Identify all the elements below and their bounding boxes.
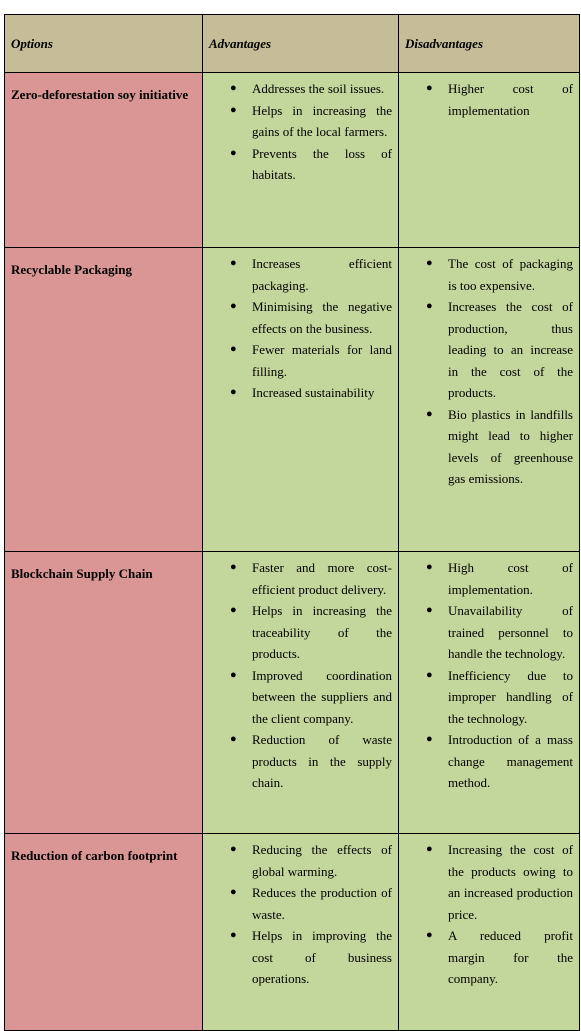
disadvantages-list	[405, 839, 573, 990]
list-item	[405, 78, 573, 121]
bullet-icon: ●	[426, 300, 433, 312]
advantage-text: Helps in increasing the traceability of the products.	[252, 603, 392, 661]
list-item	[209, 339, 392, 382]
advantage-text: Reduction of waste products in the supply chain.	[252, 732, 392, 790]
disadvantages-cell	[399, 834, 580, 1031]
bullet-icon: ●	[230, 103, 237, 116]
list-item	[209, 925, 392, 990]
bullet-icon: ●	[230, 146, 237, 159]
advantage-text: Helps in improving the cost of business operations.	[252, 928, 392, 986]
advantage-text: Fewer materials for land filling.	[252, 342, 392, 379]
advantage-text: Prevents the loss of habitats.	[252, 145, 392, 182]
advantage-text: Increased sustainability	[252, 385, 375, 400]
table-row	[5, 73, 580, 248]
list-item	[209, 839, 392, 882]
advantage-text: Reduces the production of waste.	[252, 885, 392, 922]
bullet-icon: ●	[426, 929, 433, 941]
advantages-cell	[203, 834, 399, 1031]
list-item	[209, 882, 392, 925]
bullet-icon: ●	[230, 300, 237, 312]
header-advantages: Advantages	[203, 15, 399, 73]
list-item	[405, 296, 573, 404]
disadvantages-list	[405, 557, 573, 794]
list-item	[209, 253, 392, 296]
disadvantage-text: High cost of implementation.	[448, 560, 573, 597]
bullet-icon: ●	[426, 407, 433, 420]
header-disadvantages: Disadvantages	[399, 15, 580, 73]
bullet-icon: ●	[426, 604, 433, 616]
list-item	[405, 404, 573, 490]
list-item	[405, 557, 573, 600]
disadvantages-cell	[399, 73, 580, 248]
bullet-icon: ●	[426, 82, 433, 94]
list-item	[405, 665, 573, 730]
bullet-icon: ●	[230, 886, 237, 898]
table-row	[5, 248, 580, 552]
list-item	[209, 557, 392, 600]
advantages-list	[209, 839, 392, 990]
bullet-icon: ●	[230, 82, 237, 94]
disadvantage-text: Increasing the cost of the products owing to an increased production price.	[448, 842, 573, 922]
advantages-cell	[203, 552, 399, 834]
bullet-icon: ●	[426, 257, 433, 269]
disadvantage-text: Introduction of a mass change management method.	[448, 732, 573, 790]
list-item	[209, 729, 392, 794]
advantage-text: Increases efficient packaging.	[252, 256, 392, 293]
bullet-icon: ●	[230, 843, 237, 855]
list-item	[209, 143, 392, 186]
table-row	[5, 834, 580, 1031]
advantage-text: Reducing the effects of global warming.	[252, 842, 392, 879]
list-item	[405, 729, 573, 794]
bullet-icon: ●	[230, 257, 237, 269]
list-item	[405, 925, 573, 990]
advantage-text: Faster and more cost-efficient product delivery.	[252, 560, 392, 597]
disadvantages-list	[405, 253, 573, 490]
advantages-list	[209, 253, 392, 404]
option-cell: Recyclable Packaging	[5, 248, 203, 552]
bullet-icon: ●	[230, 668, 237, 681]
advantage-text: Improved coordination between the suppliers and the client company.	[252, 667, 392, 726]
bullet-icon: ●	[230, 343, 237, 355]
disadvantage-text: Higher cost of implementation	[448, 81, 573, 118]
list-item	[209, 665, 392, 730]
header-options: Options	[5, 15, 203, 73]
list-item	[405, 253, 573, 296]
option-cell: Zero-deforestation soy initiative	[5, 73, 203, 248]
list-item	[405, 600, 573, 665]
advantages-cell	[203, 248, 399, 552]
list-item	[405, 839, 573, 925]
advantage-text: Minimising the negative effects on the business.	[252, 299, 392, 336]
bullet-icon: ●	[426, 668, 433, 681]
list-item	[209, 382, 392, 404]
advantage-text: Addresses the soil issues.	[252, 81, 385, 96]
option-cell: Blockchain Supply Chain	[5, 552, 203, 834]
disadvantage-text: Bio plastics in landfills might lead to higher levels of greenhouse gas emissions.	[448, 406, 573, 486]
bullet-icon: ●	[426, 561, 433, 573]
bullet-icon: ●	[230, 929, 237, 941]
table-row	[5, 552, 580, 834]
disadvantage-text: A reduced profit margin for the company.	[448, 928, 573, 986]
option-cell: Reduction of carbon footprint	[5, 834, 203, 1031]
list-item	[209, 600, 392, 665]
advantage-text: Helps in increasing the gains of the local farmers.	[252, 102, 392, 139]
list-item	[209, 100, 392, 143]
bullet-icon: ●	[230, 561, 237, 573]
disadvantages-list	[405, 78, 573, 121]
disadvantage-text: The cost of packaging is too expensive.	[448, 256, 573, 293]
disadvantages-cell	[399, 552, 580, 834]
bullet-icon: ●	[230, 604, 237, 616]
options-table	[4, 14, 580, 1031]
disadvantage-text: Inefficiency due to improper handling of the technology.	[448, 667, 573, 726]
bullet-icon: ●	[230, 386, 237, 398]
advantages-list	[209, 557, 392, 794]
advantages-cell	[203, 73, 399, 248]
disadvantage-text: Unavailability of trained personnel to handle the technology.	[448, 603, 573, 661]
list-item	[209, 296, 392, 339]
list-item	[209, 78, 392, 100]
disadvantages-cell	[399, 248, 580, 552]
header-row	[5, 15, 580, 73]
disadvantage-text: Increases the cost of production, thus leading to an increase in the cost of the products.	[448, 299, 573, 400]
advantages-list	[209, 78, 392, 186]
bullet-icon: ●	[426, 843, 433, 855]
bullet-icon: ●	[230, 733, 237, 745]
bullet-icon: ●	[426, 733, 433, 745]
